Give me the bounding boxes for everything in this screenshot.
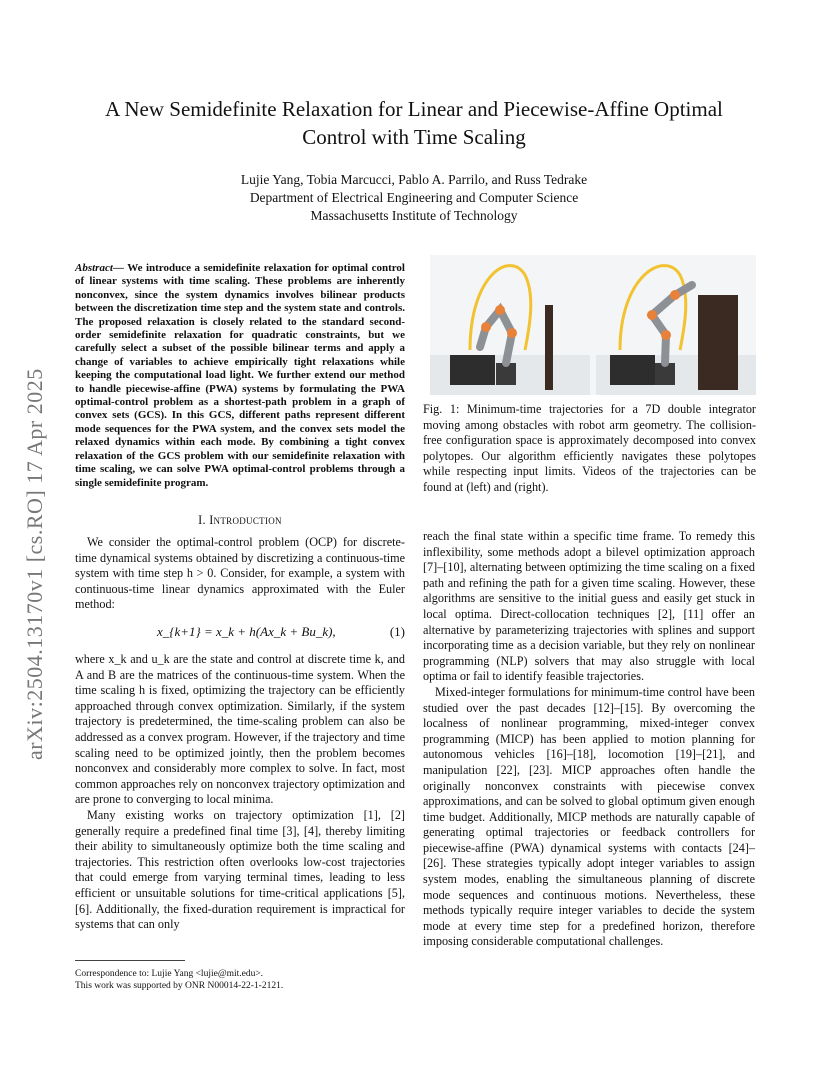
intro-paragraph-2 <box>75 652 405 933</box>
author-list: Lujie Yang, Tobia Marcucci, Pablo A. Parrilo, and Russ Tedrake <box>240 172 588 187</box>
intro-right-column <box>423 529 755 950</box>
paragraph-text: Many existing works on trajectory optimization [1], [2] generally require a predefined final time [3], [4], thereby limiting their ability to simultaneously optimize both the time scaling and trajectories. This restriction often overlooks low-cost trajectories that could emerge from varying terminal times, leading to less efficient or unsuitable solutions for time-critical applications [5], [6]. Additionally, the fixed-duration requirement is impractical for systems that can only <box>75 807 405 932</box>
paragraph-text: Mixed-integer formulations for minimum-time control have been studied over the past decades [12]–[15]. By overcoming the localness of nonlinear programming, mixed-integer convex programming (MICP) has been applied to motion planning for autonomous vehicles [16]–[18], locomotion [19]–[21], and manipulation [22], [23]. MICP approaches often handle the originally nonconvex constraints with piecewise convex approximations, and can be solved to global optimum given enough time budget. Additionally, MICP methods are naturally capable of generating optimal trajectories or feedback controllers for piecewise-affine (PWA) dynamical systems with contacts [24]–[26]. These strategies typically adopt integer variables to assign system modes, enabling the simultaneous planning of discrete mode sequences and continuous motions. Nevertheless, these methods typically require integer variables to decide the system mode at every time step for a predefined horizon, therefore imposing considerable computational challenges. <box>423 684 755 949</box>
figure-robot-trajectories <box>430 255 756 395</box>
paper-title <box>70 95 758 151</box>
figure-caption: Fig. 1: Minimum-time trajectories for a 7D double integrator moving among obstacles with robot arm geometry. The collision-free configuration space is approximately decomposed into convex polytopes. Our algorithm efficiently navigates these polytopes while respecting input limits. Videos of the trajectories can be found at (left) and (right). <box>423 402 756 494</box>
author-block <box>70 171 758 225</box>
arxiv-identifier: arXiv:2504.13170v1 [cs.RO] 17 Apr 2025 <box>22 368 47 760</box>
department: Department of Electrical Engineering and Computer Science <box>249 190 579 205</box>
robot-joint <box>670 290 680 300</box>
bin-right <box>610 355 655 385</box>
robot-joint <box>481 322 491 332</box>
section-title: Introduction <box>209 513 282 527</box>
shelf-right <box>698 295 738 390</box>
footnote-correspondence: Correspondence to: Lujie Yang <lujie@mit.edu>. <box>75 969 264 979</box>
equation-number: (1) <box>389 624 405 639</box>
intro-paragraph-1 <box>75 535 405 613</box>
robot-joint <box>507 328 517 338</box>
robot-joint <box>661 330 671 340</box>
paragraph-text: We consider the optimal-control problem (OCP) for discrete-time dynamical systems obtained by discretizing a continuous-time system with time step h > 0. Consider, for example, a system with continuous-time linear dynamics approximated with the Euler method: <box>75 535 405 612</box>
abstract-label: Abstract <box>75 262 113 274</box>
equation-1 <box>75 624 405 642</box>
paragraph-text: reach the final state within a specific time frame. To remedy this inflexibility, some methods adopt a bilevel optimization approach [7]–[10], alternating between optimizing the time scaling on a fixed path and refining the path for a given time scaling. However, these algorithms are sensitive to the initial guess and easily get stuck in local optima. Direct-collocation techniques [2], [11] offer an alternative by parameterizing trajectories with splines and support incorporating time as a decision variable, but they rely on nonlinear programming (NLP) solvers that may also struggle with local optima or fail to identify feasible trajectories. <box>423 529 755 684</box>
abstract-dash: — <box>112 262 128 274</box>
footnote-rule <box>75 960 185 961</box>
title-line-1: A New Semidefinite Relaxation for Linear and Piecewise-Affine Optimal <box>105 97 723 121</box>
section-number: I. <box>198 513 206 527</box>
equation-expression: x_{k+1} = x_k + h(Ax_k + Bu_k), <box>157 624 336 639</box>
section-heading <box>75 513 405 528</box>
bin-left <box>450 355 495 385</box>
footnote <box>75 968 405 992</box>
paragraph-text: where x_k and u_k are the state and control at discrete time k, and A and B are the matrices of the continuous-time system. When the time scaling h is fixed, optimizing the trajectory can be efficiently approached through convex optimization. Similarly, if the system trajectory is predetermined, the time-scaling problem can also be addressed as a convex program. However, if the trajectory and time scaling need to be optimized jointly, then the problem becomes nonconvex and considerably more complex to solve. In fact, most common approaches rely on nonconvex trajectory optimization and are prone to converging to local minima. <box>75 652 405 807</box>
shelf-left <box>545 305 553 390</box>
institution: Massachusetts Institute of Technology <box>310 208 518 223</box>
footnote-funding: This work was supported by ONR N00014-22-1-2121. <box>75 981 284 991</box>
abstract-text: We introduce a semidefinite relaxation for optimal control of linear systems with time scaling. These problems are inherently nonconvex, since the system dynamics involves bilinear products between the discretization time step and the system state and controls. The proposed relaxation is closely related to the standard second-order semidefinite relaxation for quadratic constraints, but we carefully select a subset of the possible bilinear terms and apply a change of variables to achieve empirically tight relaxations while keeping the computational load light. We further extend our method to handle piecewise-affine (PWA) systems by formulating the PWA optimal-control problem as a shortest-path problem in a graph of convex sets (GCS). In this GCS, different paths represent different mode sequences for the PWA system, and the convex sets model the relaxed dynamics within each mode. By combining a tight convex relaxation of the GCS problem with our semidefinite relaxation with time scaling, we can solve PWA optimal-control problems through a single semidefinite program. <box>75 262 405 489</box>
abstract <box>75 262 405 490</box>
robot-joint <box>495 305 505 315</box>
robot-joint <box>647 310 657 320</box>
title-line-2: Control with Time Scaling <box>302 125 526 149</box>
